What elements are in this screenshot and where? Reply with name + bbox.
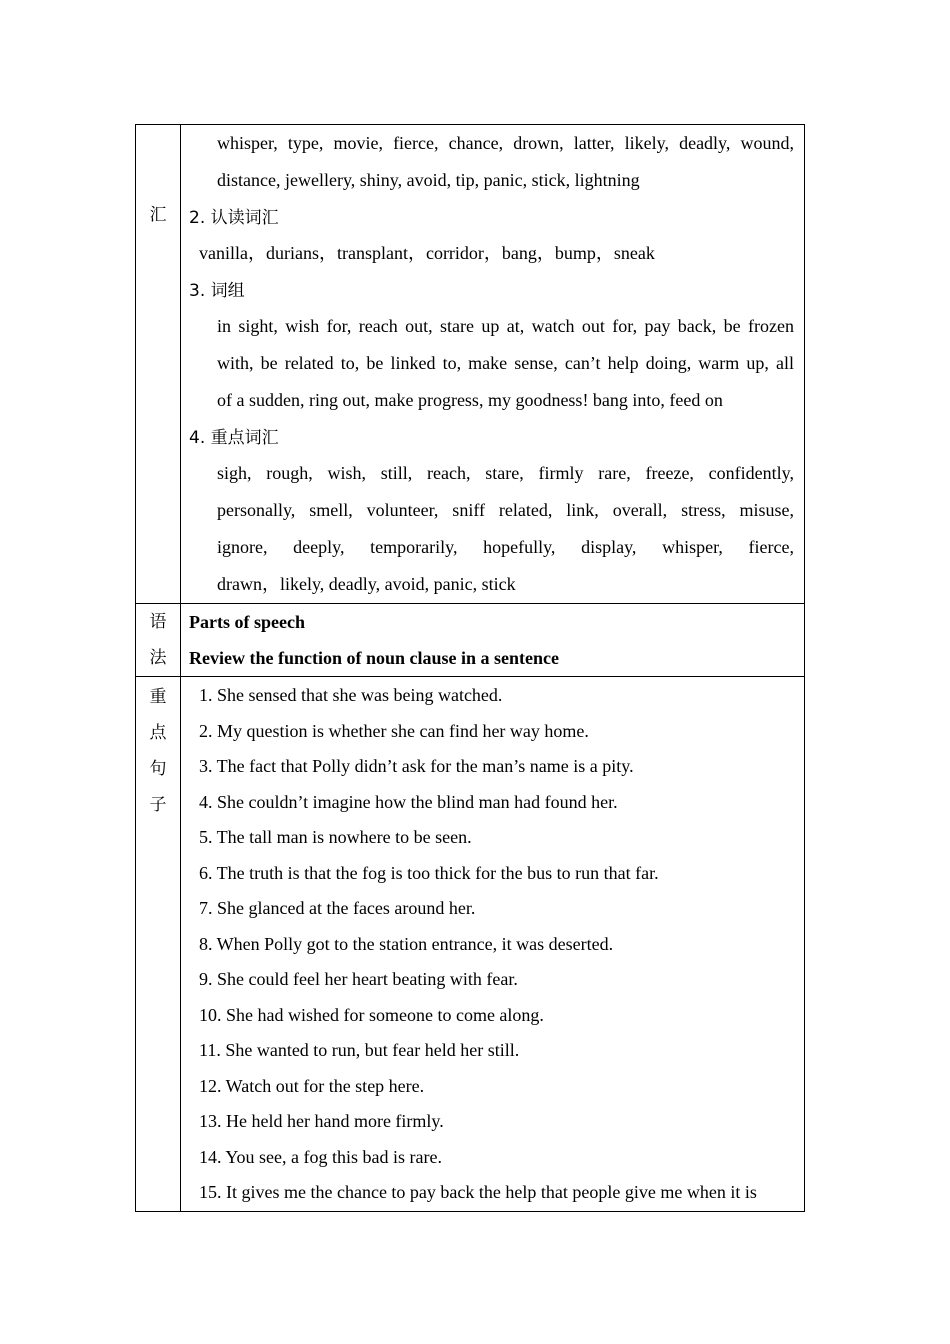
sentence-item: 4. She couldn’t imagine how the blind man had found her. [199,791,618,812]
sentences-content-cell [181,677,805,1212]
phrase-line: of a sudden, ring out, make progress, my goodness! bang into, feed on [217,390,723,410]
sentences-label: 重 点 句 子 [149,687,167,815]
vocab-line: distance, jewellery, shiny, avoid, tip, panic, stick, lightning [217,170,640,190]
recognition-heading: 2. 认读词汇 [189,208,279,228]
key-vocab-line: ignore, deeply, temporarily, hopefully, display, whisper, fierce, [217,537,794,557]
vocab-label-cell [136,125,181,604]
vocab-row [136,125,805,604]
sentences-row [136,677,805,1212]
sentence-item: 3. The fact that Polly didn’t ask for the man’s name is a pity. [199,756,634,776]
vocab-line: whisper, type, movie, fierce, chance, drown, latter, likely, deadly, wound, [217,133,794,153]
grammar-label-cell [136,604,181,677]
sentence-item: 15. It gives me the chance to pay back the help that people give me when it is [199,1182,757,1202]
key-vocab-heading: 4. 重点词汇 [189,428,279,448]
lesson-table [135,124,805,1212]
sentence-item: 6. The truth is that the fog is too thick for the bus to run that far. [199,862,659,883]
phrase-line: with, be related to, be linked to, make sense, can’t help doing, warm up, all [217,353,794,373]
grammar-topic: Parts of speech [189,612,305,632]
grammar-label: 语 法 [149,612,167,668]
sentence-item: 13. He held her hand more firmly. [199,1111,444,1131]
vocab-content-cell [181,125,805,604]
phrase-line: in sight, wish for, reach out, stare up at, watch out for, pay back, be frozen [217,316,794,336]
key-vocab-line: personally, smell, volunteer, sniff related, link, overall, stress, misuse, [217,500,794,520]
sentence-item: 8. When Polly got to the station entrance, it was deserted. [199,933,614,954]
sentence-item: 2. My question is whether she can find her way home. [199,720,589,741]
phrases-heading: 3. 词组 [189,281,245,301]
key-vocab-line: sigh, rough, wish, still, reach, stare, firmly rare, freeze, confidently, [217,463,794,483]
sentence-item: 11. She wanted to run, but fear held her still. [199,1040,520,1060]
sentence-item: 1. She sensed that she was being watched. [199,685,503,705]
vocab-label: 汇 [149,205,167,225]
grammar-review: Review the function of noun clause in a sentence [189,648,559,668]
sentence-item: 12. Watch out for the step here. [199,1075,425,1096]
sentence-item: 9. She could feel her heart beating with fear. [199,969,518,989]
key-vocab-line: drawn，likely, deadly, avoid, panic, stick [217,574,516,594]
grammar-row [136,604,805,677]
sentence-item: 5. The tall man is nowhere to be seen. [199,827,472,847]
recognition-words: vanilla，durians，transplant，corridor，bang，bump，sneak [199,243,655,263]
grammar-content-cell [181,604,805,677]
sentences-label-cell [136,677,181,1212]
sentence-item: 10. She had wished for someone to come along. [199,1004,544,1025]
sentence-item: 14. You see, a fog this bad is rare. [199,1146,442,1167]
sentence-item: 7. She glanced at the faces around her. [199,898,476,918]
